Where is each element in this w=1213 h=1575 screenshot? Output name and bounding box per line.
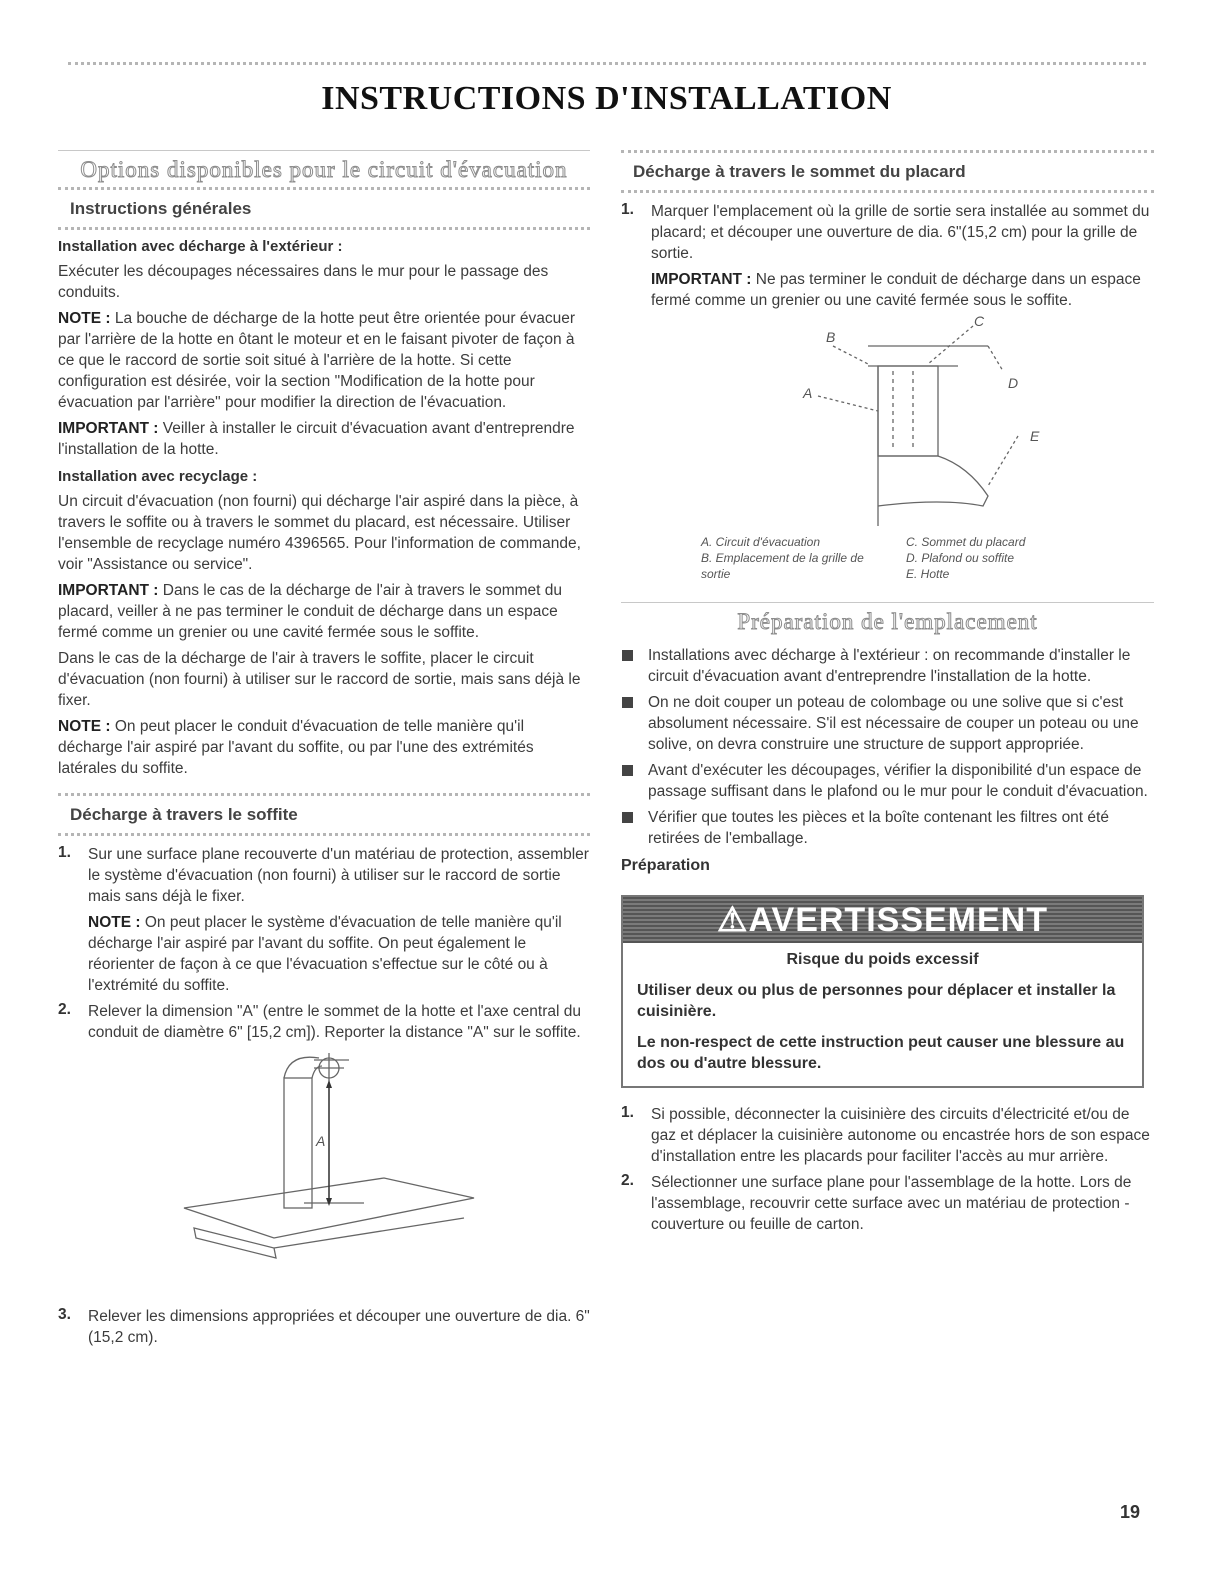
prep-bullets [621, 645, 1154, 849]
preparation-heading: Préparation [621, 857, 710, 874]
list-item: 3. Relever les dimensions appropriées et découper une ouverture de dia. 6" (15,2 cm). [58, 1306, 590, 1346]
figure-label-d: D [1007, 375, 1018, 391]
top-rule [68, 62, 1146, 65]
figure-captions: A. Circuit d'évacuation B. Emplacement de la grille de sortie C. Sommet du placard D. Plafond ou soffite E. Hotte [701, 535, 1026, 581]
list-item: 1. Marquer l'emplacement où la grille de sortie sera installée au sommet du placard; et découper une ouverture de dia. 6"(15,2 cm) pour la grille de sortie. IMPORTANT : Ne pas terminer le conduit de décharge dans un espace fermé comme un grenier ou une cavité fermée sous le soffite. [621, 201, 1150, 309]
warning-triangle-icon: ⚠ [717, 901, 749, 939]
cabinet-steps [621, 201, 1154, 311]
figure-label-e: E [1029, 428, 1039, 444]
right-column [621, 150, 1154, 1240]
soffit-steps [58, 844, 590, 1043]
page-number: 19 [1120, 1502, 1141, 1522]
figure-label-b: B [825, 329, 835, 345]
figure-label-a: A [316, 1133, 326, 1149]
bullet-icon [622, 697, 633, 708]
warning-line: Le non-respect de cette instruction peut causer une blessure au dos ou d'autre blessure. [637, 1034, 1125, 1072]
section-title-preparation: Préparation de l'emplacement [737, 609, 1038, 634]
warning-header: ⚠AVERTISSEMENT [623, 897, 1142, 943]
list-item: On ne doit couper un poteau de colombage ou une solive que si c'est absolument nécessaire. S'il est nécessaire de couper un poteau ou une solive, on devra construire une structure de support appropriée. [621, 692, 1154, 755]
list-item: 1. Sur une surface plane recouverte d'un matériau de protection, assembler le système d'évacuation (non fourni) à utiliser sur le raccord de sortie mais sans déjà le fixer. NOTE : On peut placer le système d'évacuation de telle manière qu'il décharge l'air aspiré par l'avant du soffite. On peut également le réorienter de façon à ce que l'évacuation s'effectue sur le côté ou à l'extrémité du soffite. [58, 844, 589, 994]
page-title: INSTRUCTIONS D'INSTALLATION [321, 80, 892, 117]
paragraph: Exécuter les découpages nécessaires dans le mur pour le passage des conduits. [58, 263, 549, 301]
bullet-icon [622, 650, 633, 661]
subsection-soffit: Décharge à travers le soffite [70, 805, 298, 824]
note-paragraph: NOTE : La bouche de décharge de la hotte peut être orientée pour évacuer par l'arrière de la hotte en ôtant le moteur et en le faisant pivoter de façon à ce que le raccord de sortie soit situé à l'arrière de la hotte. Si cette configuration est désirée, voir la section "Modification de la hotte pour évacuation par l'arrière" pour modifier la direction de l'évacuation. [58, 310, 576, 411]
warning-line: Utiliser deux ou plus de personnes pour déplacer et installer la cuisinière. [637, 982, 1116, 1020]
list-item: Installations avec décharge à l'extérieur : on recommande d'installer le circuit d'évacuation avant d'entreprendre l'installation de la hotte. [621, 645, 1154, 687]
list-item: 1. Si possible, déconnecter la cuisinière des circuits d'électricité et/ou de gaz et déplacer la cuisinière autonome ou encastrée hors de son espace d'installation entre les placards pour faciliter l'accès au mur arrière. [621, 1104, 1150, 1165]
soffit-steps-cont [58, 1306, 590, 1348]
list-item: Avant d'exécuter les découpages, vérifier la disponibilité d'un espace de passage suffisant dans le plafond ou le mur pour le conduit d'évacuation. [621, 760, 1154, 802]
note-paragraph: NOTE : On peut placer le conduit d'évacuation de telle manière qu'il décharge l'air aspiré par l'avant du soffite, ou par l'une des extrémités latérales du soffite. [58, 718, 534, 777]
list-item: Vérifier que toutes les pièces et la boîte contenant les filtres ont été retirées de l'emballage. [621, 807, 1154, 849]
warning-subtitle: Risque du poids excessif [786, 951, 979, 968]
left-column [58, 150, 590, 1353]
bullet-icon [622, 765, 633, 776]
important-paragraph: IMPORTANT : Veiller à installer le circuit d'évacuation avant d'entreprendre l'installation de la hotte. [58, 420, 575, 458]
list-item: 2. Relever la dimension "A" (entre le sommet de la hotte et l'axe central du conduit de diamètre 6" [15,2 cm]). Reporter la distance "A" sur le soffite. [58, 1001, 581, 1041]
label-recycling: Installation avec recyclage : [58, 468, 258, 485]
paragraph: Dans le cas de la décharge de l'air à travers le soffite, placer le circuit d'évacuation (non fourni) à utiliser sur le raccord de sortie, mais sans déjà le fixer. [58, 650, 581, 709]
list-item: 2. Sélectionner une surface plane pour l'assemblage de la hotte. Lors de l'assemblage, recouvrir cette surface avec un matériau de protection - couverture ou feuille de carton. [621, 1172, 1132, 1233]
paragraph: Un circuit d'évacuation (non fourni) qui décharge l'air aspiré dans la pièce, à travers le soffite ou à travers le sommet du placard, est nécessaire. Utiliser l'ensemble de recyclage numéro 4396565. Pour l'information de commande, voir "Assistance ou service". [58, 493, 581, 573]
prep-steps [621, 1104, 1154, 1235]
important-paragraph: IMPORTANT : Dans le cas de la décharge de l'air à travers le sommet du placard, veiller à ne pas terminer le conduit de décharge dans un espace fermé comme un grenier ou une cavité fermée sous le soffite. [58, 582, 563, 641]
figure-label-c: C [973, 316, 984, 329]
subsection-cabinet: Décharge à travers le sommet du placard [633, 162, 966, 181]
warning-box [621, 895, 1144, 1088]
section-title-options: Options disponibles pour le circuit d'évacuation [80, 157, 568, 182]
subsection-general: Instructions générales [70, 199, 252, 218]
cabinet-figure [668, 316, 1108, 526]
soffit-figure [164, 1048, 484, 1298]
label-exterior: Installation avec décharge à l'extérieur : [58, 238, 343, 255]
bullet-icon [622, 812, 633, 823]
figure-label-a: A [802, 385, 812, 401]
